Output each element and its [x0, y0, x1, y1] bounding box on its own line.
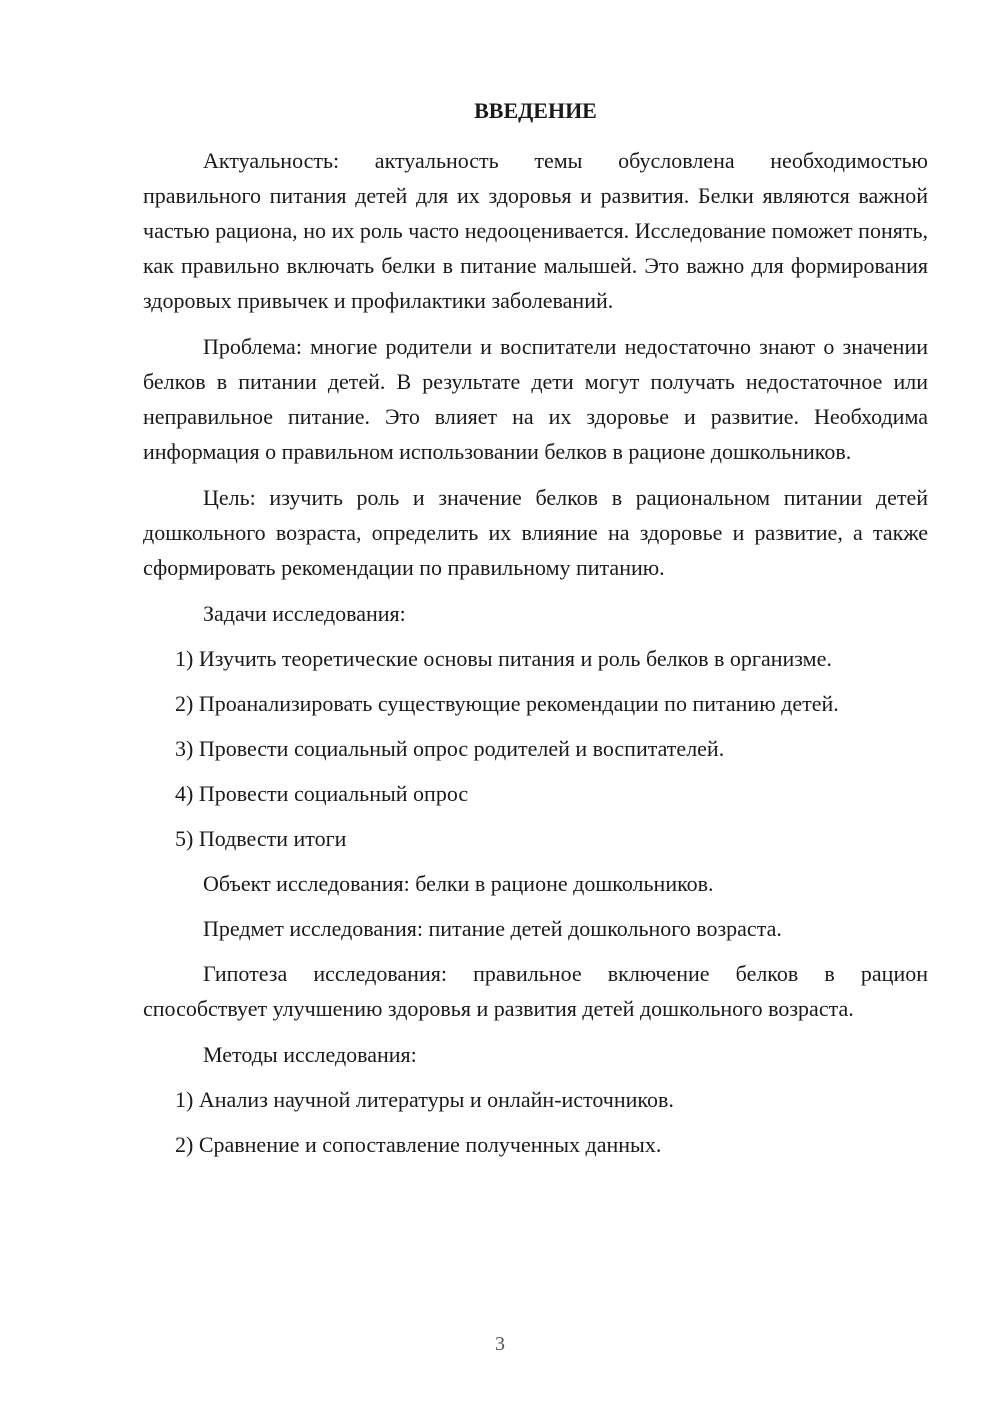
tasks-heading: Задачи исследования: [203, 601, 406, 626]
document-page [143, 95, 928, 1172]
task-item: 1) Изучить теоретические основы питания и роль белков в организме. [175, 646, 832, 671]
task-item: 3) Провести социальный опрос родителей и воспитателей. [175, 736, 725, 761]
method-item: 2) Сравнение и сопоставление полученных данных. [175, 1132, 662, 1157]
task-item: 5) Подвести итоги [175, 826, 347, 851]
page-title: ВВЕДЕНИЕ [474, 98, 597, 123]
subject-line: Предмет исследования: питание детей дошкольного возраста. [203, 916, 782, 941]
method-item: 1) Анализ научной литературы и онлайн-источников. [175, 1087, 674, 1112]
hypothesis-paragraph: Гипотеза исследования: правильное включение белков в рацион способствует улучшению здоровья и развития детей дошкольного возраста. [143, 961, 928, 1021]
goal-paragraph: Цель: изучить роль и значение белков в рациональном питании детей дошкольного возраста, определить их влияние на здоровье и развитие, а также сформировать рекомендации по правильному питанию. [143, 485, 928, 580]
task-item: 4) Провести социальный опрос [175, 781, 469, 806]
object-line: Объект исследования: белки в рационе дошкольников. [203, 871, 714, 896]
task-item: 2) Проанализировать существующие рекомендации по питанию детей. [175, 691, 839, 716]
methods-heading: Методы исследования: [203, 1042, 417, 1067]
relevance-paragraph: Актуальность: актуальность темы обусловлена необходимостью правильного питания детей для их здоровья и развития. Белки являются важной частью рациона, но их роль часто недооценивается. Исследование поможет понять, как правильно включать белки в питание малышей. Это важно для формирования здоровых привычек и профилактики заболеваний. [143, 148, 928, 313]
page-number: 3 [495, 1333, 505, 1355]
problem-paragraph: Проблема: многие родители и воспитатели недостаточно знают о значении белков в питании детей. В результате дети могут получать недостаточное или неправильное питание. Это влияет на их здоровье и развитие. Необходима информация о правильном использовании белков в рационе дошкольников. [143, 334, 928, 464]
